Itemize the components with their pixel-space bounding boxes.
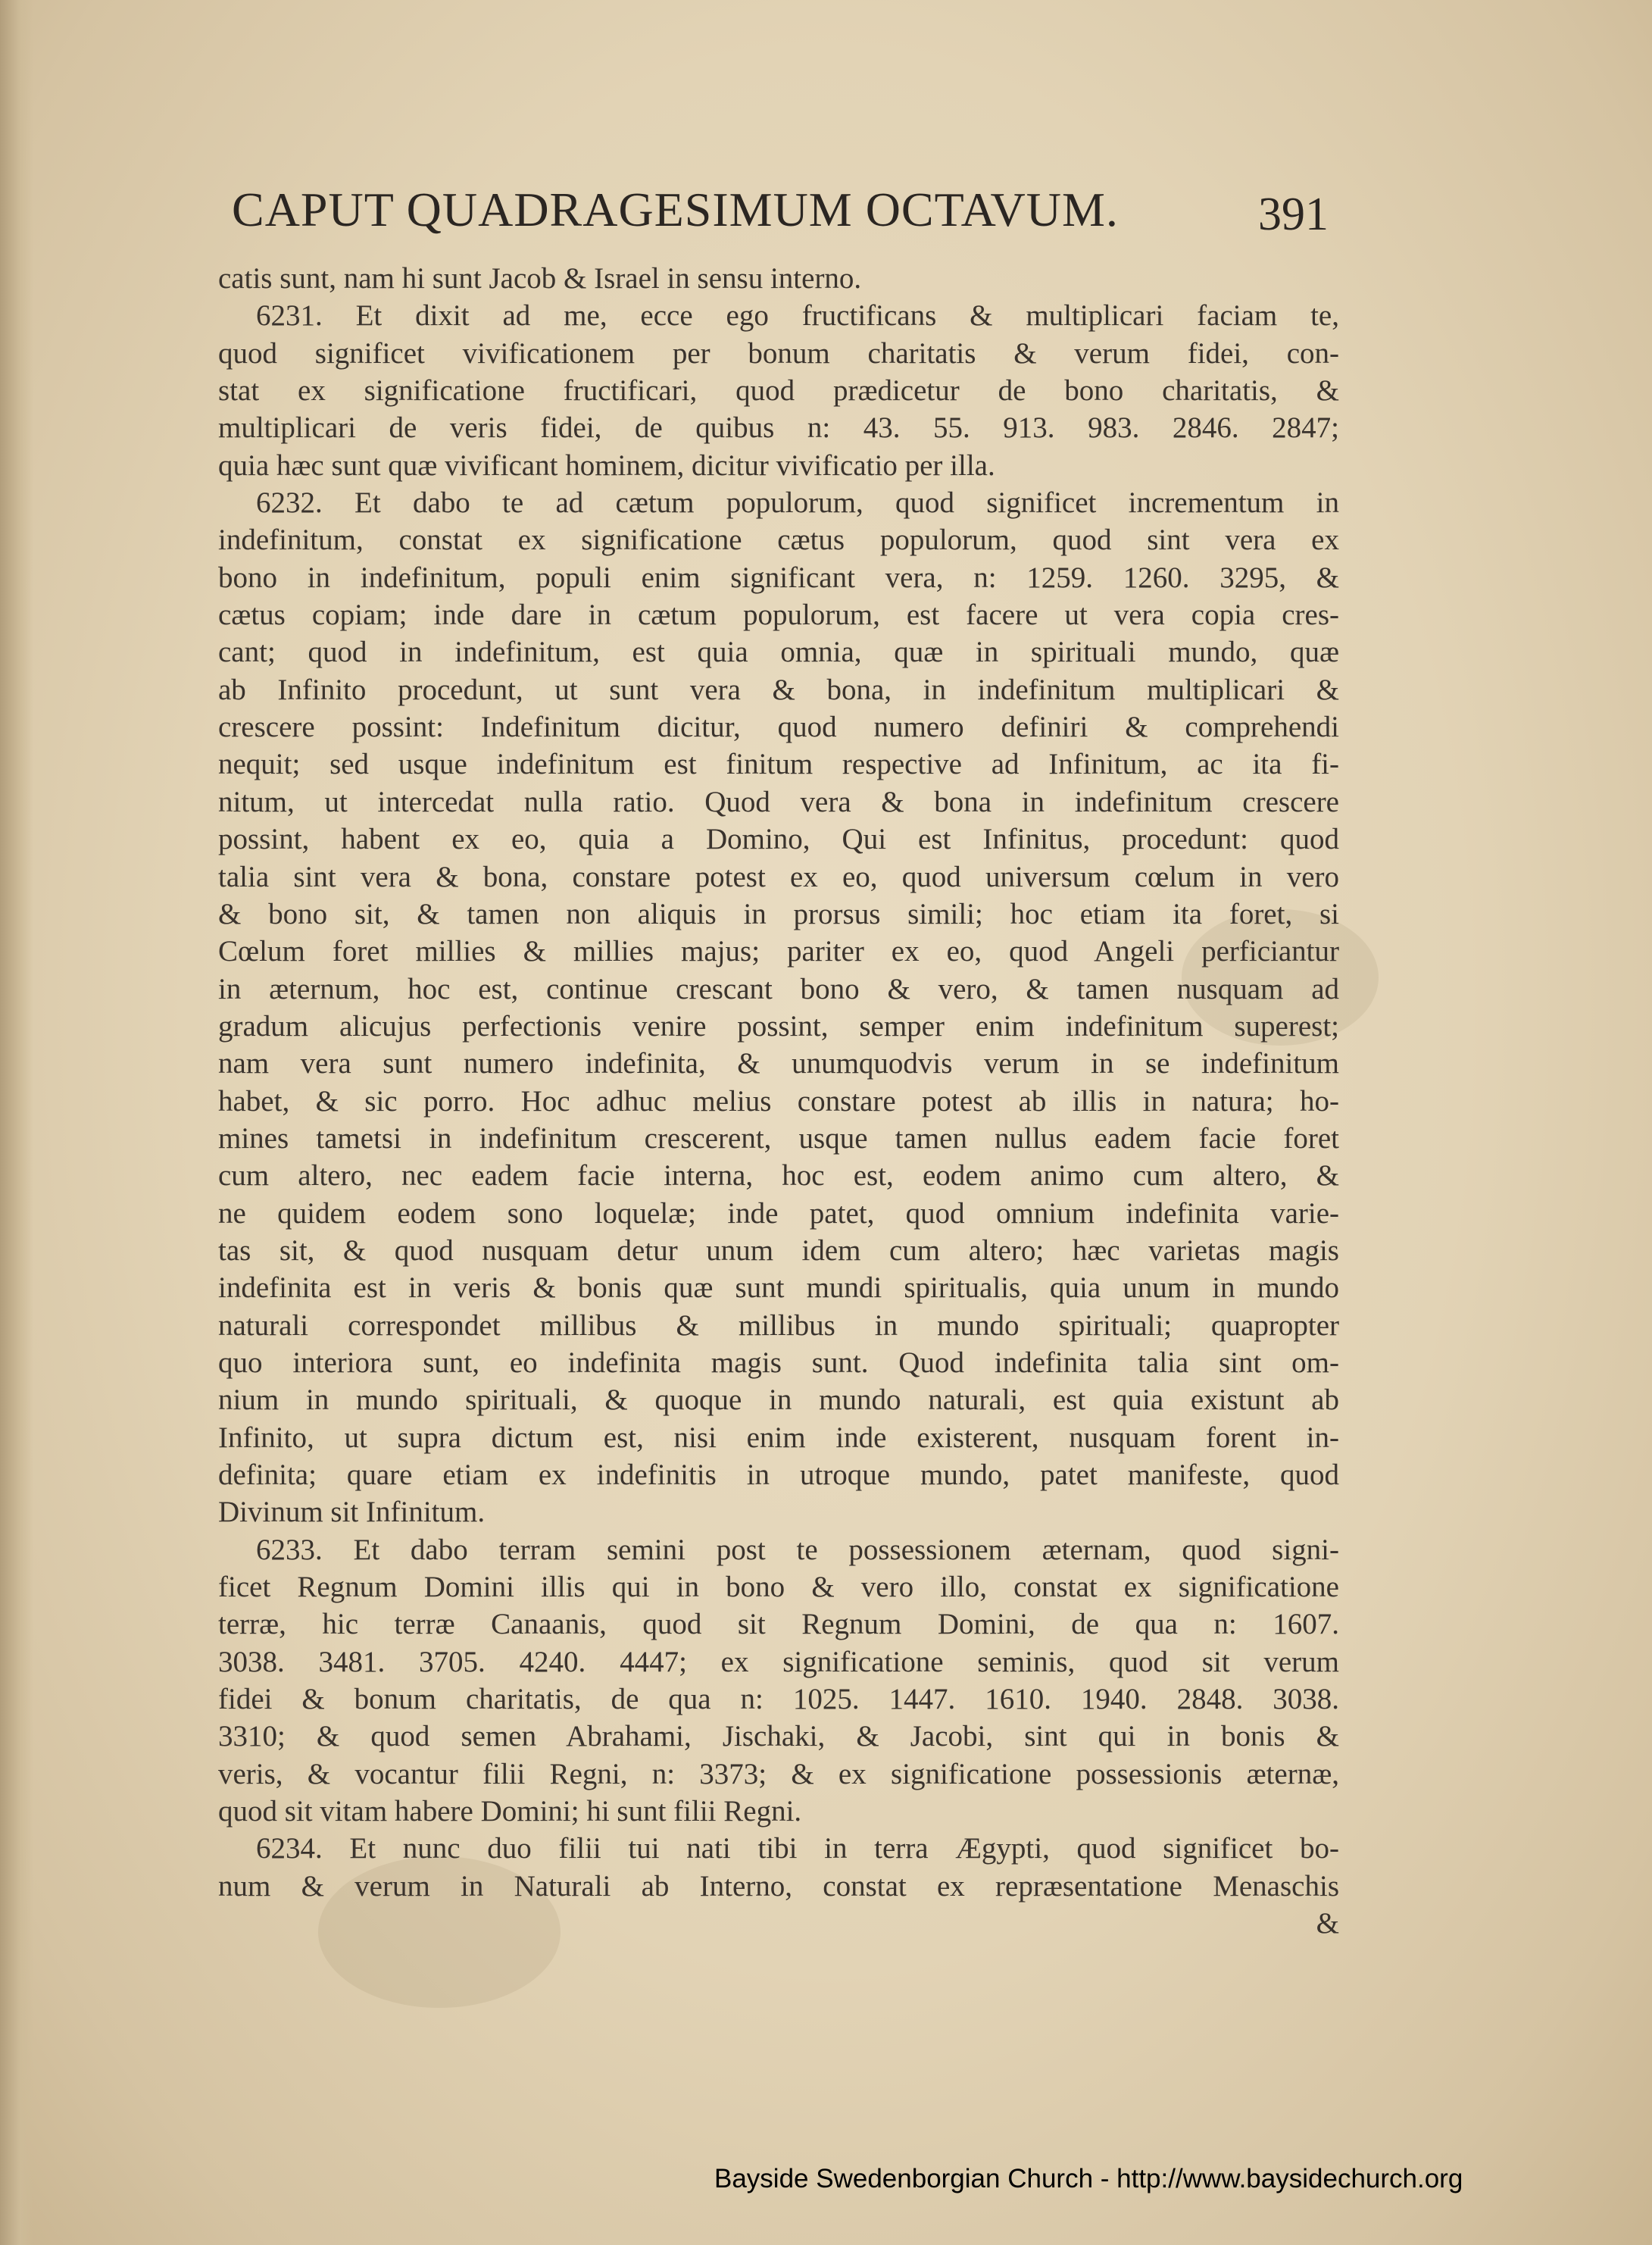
text-line: veris, & vocantur filii Regni, n: 3373; & ex significatione possessionis æternæ, — [218, 1757, 1339, 1790]
text-line: indefinitum, constat ex significatione cætus populorum, quod sint vera ex — [218, 524, 1339, 557]
catchword: & — [1316, 1907, 1339, 1940]
text-line: num & verum in Naturali ab Interno, constat ex repræsentatione Menaschis — [218, 1869, 1339, 1903]
text-line: talia sint vera & bona, constare potest ex eo, quod universum cœlum in vero — [218, 860, 1339, 893]
text-line: quo interiora sunt, eo indefinita magis sunt. Quod indefinita talia sint om- — [218, 1346, 1339, 1379]
text-line: & bono sit, & tamen non aliquis in prorsus simili; hoc etiam ita foret, si — [218, 897, 1339, 930]
running-header — [232, 176, 1368, 259]
text-line: naturali correspondet millibus & millibus in mundo spirituali; quapropter — [218, 1309, 1339, 1342]
text-line: quod significet vivificationem per bonum charitatis & verum fidei, con- — [218, 336, 1339, 370]
text-line: 6234. Et nunc duo filii tui nati tibi in terra Ægypti, quod significet bo- — [256, 1832, 1339, 1865]
text-line: ne quidem eodem sono loquelæ; inde patet, quod omnium indefinita varie- — [218, 1196, 1339, 1230]
text-line: quia hæc sunt quæ vivificant hominem, dicitur vivificatio per illa. — [218, 449, 995, 482]
text-line: mines tametsi in indefinitum crescerent, usque tamen nullus eadem facie foret — [218, 1121, 1339, 1155]
text-line: ab Infinito procedunt, ut sunt vera & bona, in indefinitum multiplicari & — [218, 673, 1339, 706]
text-line: 6232. Et dabo te ad cætum populorum, quod significet incrementum in — [256, 486, 1339, 520]
text-line: multiplicari de veris fidei, de quibus n: 43. 55. 913. 983. 2846. 2847; — [218, 411, 1339, 445]
text-line: habet, & sic porro. Hoc adhuc melius constare potest ab illis in natura; ho- — [218, 1084, 1339, 1118]
text-line: 3310; & quod semen Abrahami, Jischaki, & Jacobi, sint qui in bonis & — [218, 1720, 1339, 1753]
text-line: cætus copiam; inde dare in cætum populorum, est facere ut vera copia cres- — [218, 599, 1339, 632]
text-line: quod sit vitam habere Domini; hi sunt filii Regni. — [218, 1795, 802, 1828]
text-line: gradum alicujus perfectionis venire possint, semper enim indefinitum superest; — [218, 1009, 1339, 1043]
footer-credit: Bayside Swedenborgian Church - http://www.baysidechurch.org — [714, 2164, 1463, 2193]
text-line: indefinita est in veris & bonis quæ sunt mundi spiritualis, quia unum in mundo — [218, 1271, 1339, 1305]
text-line: terræ, hic terræ Canaanis, quod sit Regnum Domini, de qua n: 1607. — [218, 1608, 1339, 1641]
text-line: tas sit, & quod nusquam detur unum idem cum altero; hæc varietas magis — [218, 1233, 1339, 1267]
text-line: crescere possint: Indefinitum dicitur, quod numero definiri & comprehendi — [218, 711, 1339, 744]
text-line: bono in indefinitum, populi enim significant vera, n: 1259. 1260. 3295, & — [218, 561, 1339, 594]
text-line: fidei & bonum charitatis, de qua n: 1025. 1447. 1610. 1940. 2848. 3038. — [218, 1683, 1339, 1716]
text-line: 6231. Et dixit ad me, ecce ego fructificans & multiplicari faciam te, — [256, 299, 1339, 333]
running-title: CAPUT QUADRAGESIMUM OCTAVUM. — [232, 183, 1119, 236]
body-text — [218, 260, 1339, 1942]
text-line: cum altero, nec eadem facie interna, hoc est, eodem animo cum altero, & — [218, 1159, 1339, 1193]
text-line: stat ex significatione fructificari, quod prædicetur de bono charitatis, & — [218, 374, 1339, 408]
text-line: Divinum sit Infinitum. — [218, 1496, 486, 1529]
text-line: 6233. Et dabo terram semini post te possessionem æternam, quod signi- — [256, 1533, 1339, 1566]
text-line: nium in mundo spirituali, & quoque in mundo naturali, est quia existunt ab — [218, 1384, 1339, 1417]
page-number: 391 — [1258, 189, 1329, 240]
text-line: cant; quod in indefinitum, est quia omnia, quæ in spirituali mundo, quæ — [218, 636, 1339, 669]
text-line: Cœlum foret millies & millies majus; pariter ex eo, quod Angeli perficiantur — [218, 935, 1339, 968]
text-line: catis sunt, nam hi sunt Jacob & Israel in sensu interno. — [218, 262, 862, 295]
text-line: nitum, ut intercedat nulla ratio. Quod vera & bona in indefinitum crescere — [218, 785, 1339, 818]
text-line: Infinito, ut supra dictum est, nisi enim inde existerent, nusquam forent in- — [218, 1421, 1339, 1454]
text-line: possint, habent ex eo, quia a Domino, Qui est Infinitus, procedunt: quod — [218, 823, 1339, 856]
text-line: ficet Regnum Domini illis qui in bono & vero illo, constat ex significatione — [218, 1571, 1339, 1604]
text-line: nam vera sunt numero indefinita, & unumquodvis verum in se indefinitum — [218, 1047, 1339, 1080]
page-edge-shadow — [0, 0, 33, 2245]
text-line: in æternum, hoc est, continue crescant bono & vero, & tamen nusquam ad — [218, 972, 1339, 1005]
text-line: 3038. 3481. 3705. 4240. 4447; ex significatione seminis, quod sit verum — [218, 1645, 1339, 1678]
text-line: definita; quare etiam ex indefinitis in utroque mundo, patet manifeste, quod — [218, 1459, 1339, 1491]
text-line: nequit; sed usque indefinitum est finitum respective ad Infinitum, ac ita fi- — [218, 748, 1339, 781]
